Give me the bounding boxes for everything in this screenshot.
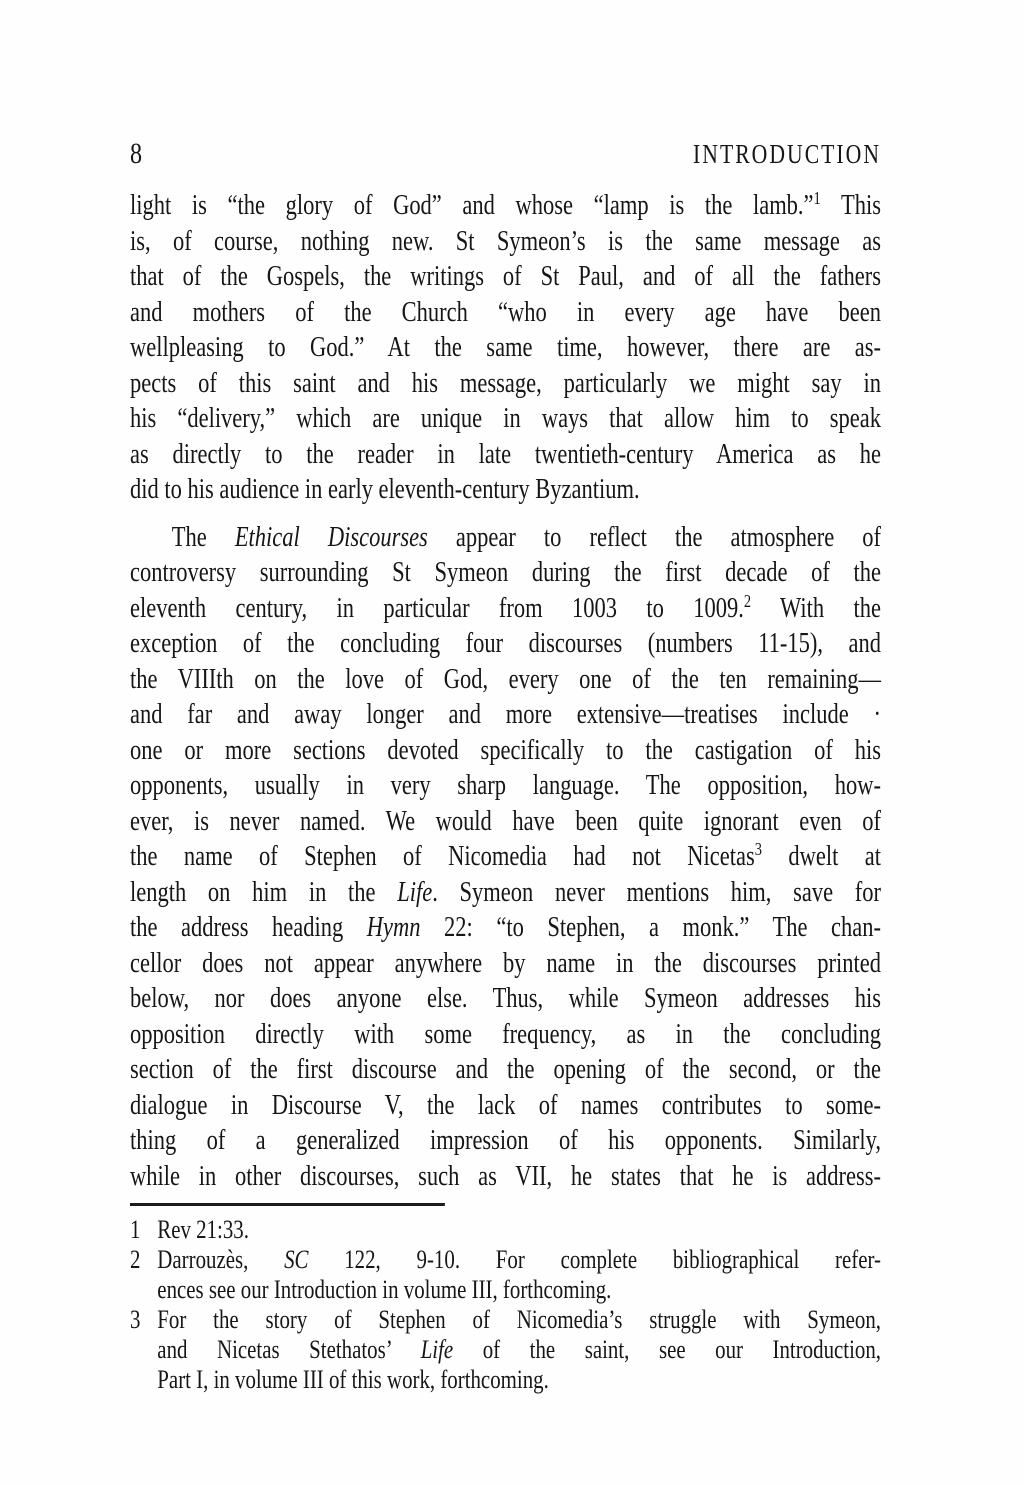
text-line	[130, 946, 881, 982]
italic-text: Life	[397, 876, 433, 908]
page-header	[130, 138, 881, 170]
text-line	[130, 1159, 881, 1195]
text-run: Part I, in volume III of this work, forthcoming.	[157, 1365, 549, 1394]
footnote-ref: 3	[754, 839, 762, 859]
text-run: did to his audience in early eleventh-century Byzantium.	[130, 474, 640, 505]
text-run: Darrouzès,	[157, 1245, 285, 1274]
text-run: the name of Stephen of Nicomedia had not Nicetas	[130, 841, 755, 872]
text-block	[130, 138, 881, 1395]
text-line	[130, 555, 881, 591]
text-run: pects of this saint and his message, particularly we might say in	[130, 367, 881, 399]
text-run: The	[171, 521, 235, 553]
text-run: With the	[751, 592, 881, 624]
text-run: dialogue in Discourse V, the lack of names contributes to some-	[130, 1089, 881, 1121]
text-run: as directly to the reader in late twentieth-century America as he	[130, 438, 881, 470]
page-number: 8	[130, 137, 143, 170]
text-line	[130, 733, 881, 769]
footnotes	[130, 1215, 881, 1395]
text-run: thing of a generalized impression of his opponents. Similarly,	[130, 1125, 881, 1156]
text-run: For the story of Stephen of Nicomedia’s struggle with Symeon,	[157, 1305, 881, 1334]
text-line	[130, 295, 881, 331]
text-line	[130, 981, 881, 1017]
paragraph	[130, 188, 881, 508]
body-text	[130, 188, 881, 1194]
text-run: 22: “to Stephen, a monk.” The chan-	[420, 912, 881, 943]
text-run: of the saint, see our Introduction,	[453, 1335, 881, 1364]
footnote-number: 1	[130, 1215, 141, 1244]
text-line	[130, 768, 881, 804]
text-run: the VIIIth on the love of God, every one of the ten remaining—	[130, 663, 881, 695]
text-line	[130, 188, 881, 224]
text-run: controversy surrounding St Symeon during the first decade of the	[130, 557, 881, 588]
text-run: appear to reflect the atmosphere of	[427, 521, 882, 553]
text-line	[130, 697, 881, 733]
footnote-ref: 1	[813, 188, 821, 208]
text-line	[130, 1052, 881, 1088]
footnote-line	[130, 1215, 881, 1245]
text-line	[130, 1123, 881, 1159]
text-run: exception of the concluding four discourses (numbers 11-15), and	[130, 628, 881, 659]
text-line	[130, 224, 881, 260]
text-line	[130, 330, 881, 366]
text-line	[130, 401, 881, 437]
footnote-number: 3	[130, 1305, 141, 1334]
text-run: ences see our Introduction in volume III, forthcoming.	[157, 1275, 612, 1304]
text-run: eleventh century, in particular from 1003 to 1009.	[130, 592, 744, 624]
footnote-separator	[130, 1203, 445, 1206]
italic-text: Ethical Discourses	[234, 521, 428, 553]
text-run: the address heading	[130, 912, 367, 943]
text-line	[130, 626, 881, 662]
text-run: Rev 21:33.	[157, 1215, 249, 1244]
footnote-ref: 2	[743, 590, 752, 611]
text-run: and far and away longer and more extensive—treatises include ·	[130, 699, 881, 730]
text-line	[130, 910, 881, 946]
text-run: that of the Gospels, the writings of St Paul, and of all the fathers	[130, 261, 881, 292]
text-run: section of the first discourse and the opening of the second, or the	[130, 1054, 881, 1085]
text-line	[130, 520, 881, 556]
text-run: light is “the glory of God” and whose “lamp is the lamb.”	[130, 190, 814, 221]
text-run: ever, is never named. We would have been quite ignorant even of	[130, 805, 881, 837]
text-line	[130, 366, 881, 402]
paragraph	[130, 520, 881, 1195]
text-run: while in other discourses, such as VII, he states that he is address-	[130, 1160, 881, 1192]
text-run: opposition directly with some frequency, as in the concluding	[130, 1018, 881, 1050]
text-run: his “delivery,” which are unique in ways that allow him to speak	[130, 403, 881, 434]
text-run: length on him in the	[130, 876, 398, 908]
footnote-number: 2	[130, 1245, 141, 1274]
text-run: This	[820, 190, 881, 221]
running-header: INTRODUCTION	[693, 139, 881, 169]
text-run: dwelt at	[761, 841, 881, 872]
text-line	[130, 804, 881, 840]
text-line	[130, 472, 881, 508]
footnote-line	[130, 1305, 881, 1335]
italic-text: SC	[284, 1245, 309, 1274]
footnote-line	[130, 1245, 881, 1275]
text-line	[130, 1017, 881, 1053]
text-line	[130, 662, 881, 698]
text-line	[130, 839, 881, 875]
text-run: is, of course, nothing new. St Symeon’s is the same message as	[130, 225, 881, 257]
text-run: opponents, usually in very sharp language. The opposition, how-	[130, 770, 881, 801]
footnote-line	[130, 1275, 881, 1305]
text-run: and mothers of the Church “who in every age have been	[130, 296, 881, 328]
italic-text: Hymn	[366, 912, 421, 943]
text-run: one or more sections devoted specifically to the castigation of his	[130, 734, 881, 766]
text-run: wellpleasing to God.” At the same time, however, there are as-	[130, 332, 881, 363]
text-run: cellor does not appear anywhere by name in the discourses printed	[130, 947, 881, 979]
text-run: . Symeon never mentions him, save for	[432, 876, 882, 908]
text-line	[130, 875, 881, 911]
text-run: and Nicetas Stethatos’	[157, 1335, 421, 1364]
text-line	[130, 591, 881, 627]
footnote-line	[130, 1365, 881, 1395]
text-run: 122, 9-10. For complete bibliographical refer-	[308, 1245, 881, 1274]
text-line	[130, 1088, 881, 1124]
text-run: below, nor does anyone else. Thus, while Symeon addresses his	[130, 983, 881, 1014]
footnote-line	[130, 1335, 881, 1365]
text-line	[130, 259, 881, 295]
italic-text: Life	[420, 1335, 454, 1364]
text-line	[130, 437, 881, 473]
